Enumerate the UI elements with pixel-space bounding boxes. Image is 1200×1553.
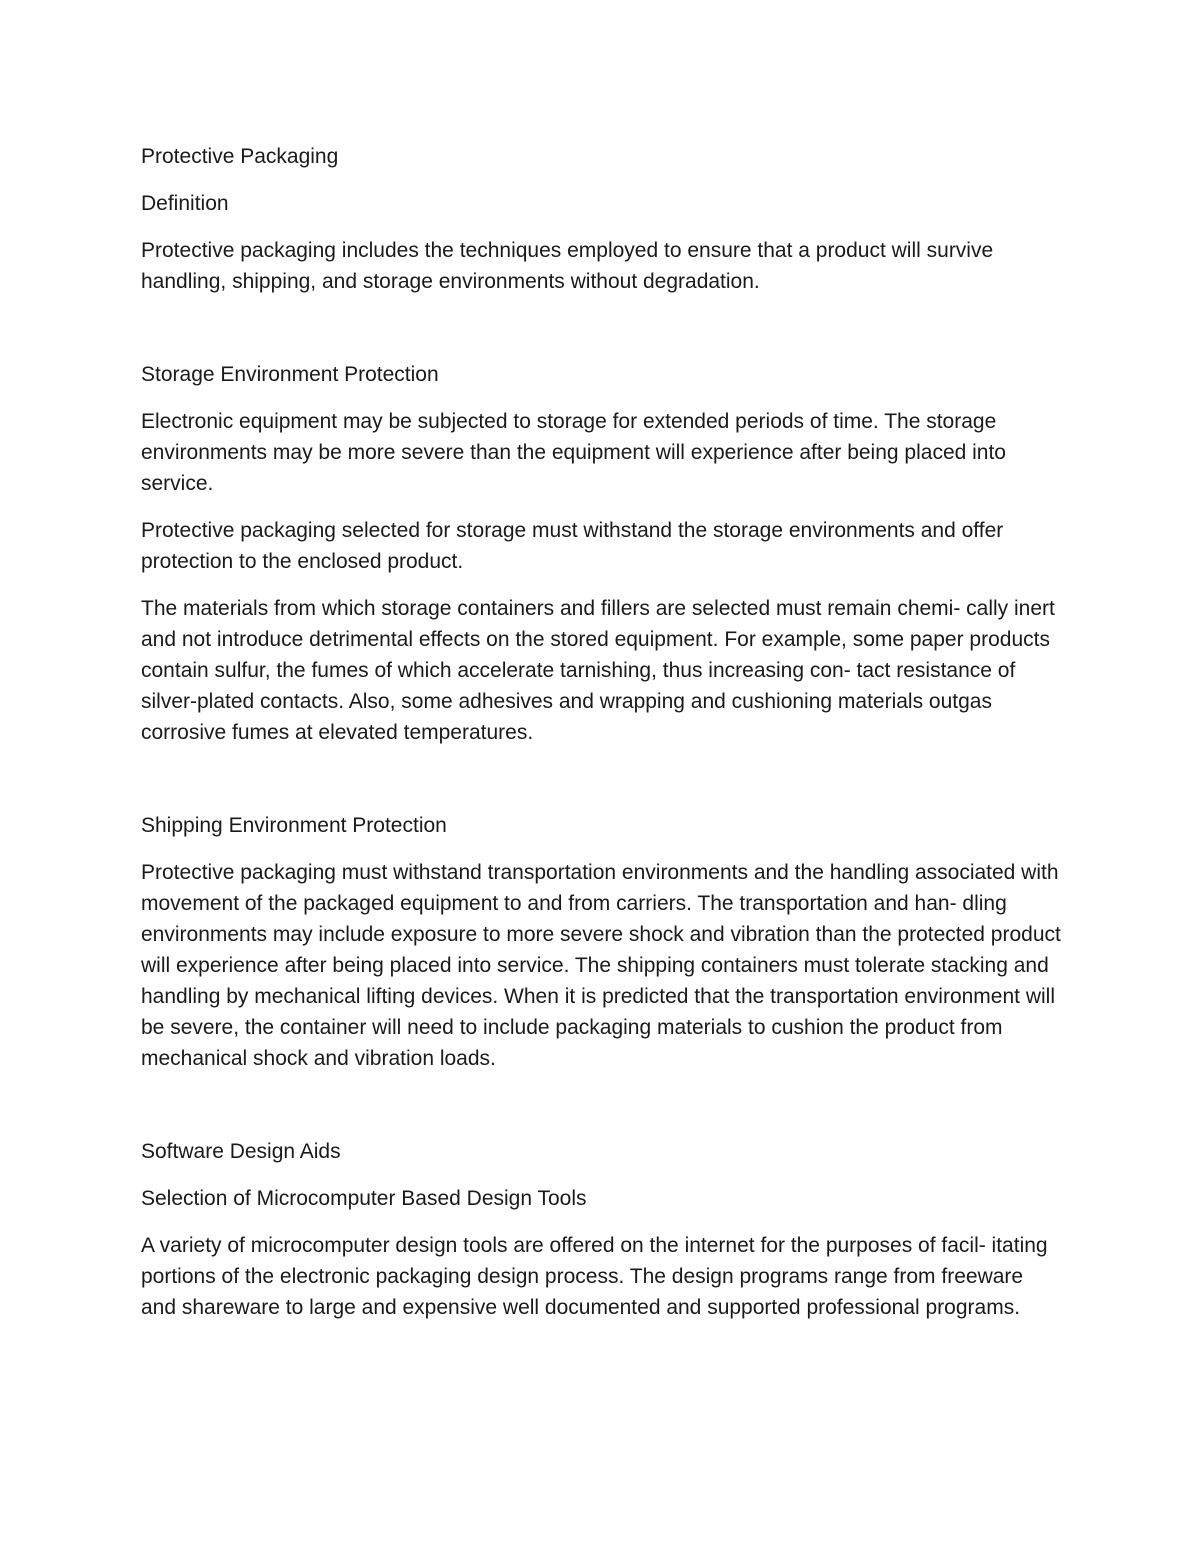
storage-paragraph: The materials from which storage containers and fillers are selected must remain chemi- cally inert and not introduce detrimental effects on the stored equipment. For example, some paper products contain sulfur, the fumes of which accelerate tarnishing, thus increasing con- tact resistance of silver-plated contacts. Also, some adhesives and wrapping and cushioning materials outgas corrosive fumes at elevated temperatures. — [141, 597, 1055, 744]
definition-paragraph: Protective packaging includes the techniques employed to ensure that a product will survive handling, shipping, and storage environments without degradation. — [141, 239, 994, 293]
software-subheading: Selection of Microcomputer Based Design Tools — [141, 1187, 587, 1210]
definition-heading: Definition — [141, 192, 229, 215]
document-page — [141, 141, 1061, 1339]
section-spacer — [141, 1090, 1061, 1136]
document-title: Protective Packaging — [141, 145, 339, 168]
shipping-paragraph: Protective packaging must withstand transportation environments and the handling associated with movement of the packaged equipment to and from carriers. The transportation and han- dling environments may include exposure to more severe shock and vibration than the protected product will experience after being placed into service. The shipping containers must tolerate stacking and handling by mechanical lifting devices. When it is predicted that the transportation environment will be severe, the container will need to include packaging materials to cushion the product from mechanical shock and vibration loads. — [141, 861, 1061, 1070]
storage-paragraph: Electronic equipment may be subjected to storage for extended periods of time. The storage environments may be more severe than the equipment will experience after being placed into service. — [141, 410, 1006, 495]
section-spacer — [141, 313, 1061, 359]
shipping-section-heading: Shipping Environment Protection — [141, 814, 447, 837]
section-spacer — [141, 764, 1061, 810]
storage-paragraph: Protective packaging selected for storage must withstand the storage environments and offer protection to the enclosed product. — [141, 519, 1004, 573]
storage-section-heading: Storage Environment Protection — [141, 363, 439, 386]
software-section-heading: Software Design Aids — [141, 1140, 341, 1163]
software-paragraph: A variety of microcomputer design tools are offered on the internet for the purposes of facil- itating portions of the electronic packaging design process. The design programs range from freeware and shareware to large and expensive well documented and supported professional programs. — [141, 1234, 1048, 1319]
